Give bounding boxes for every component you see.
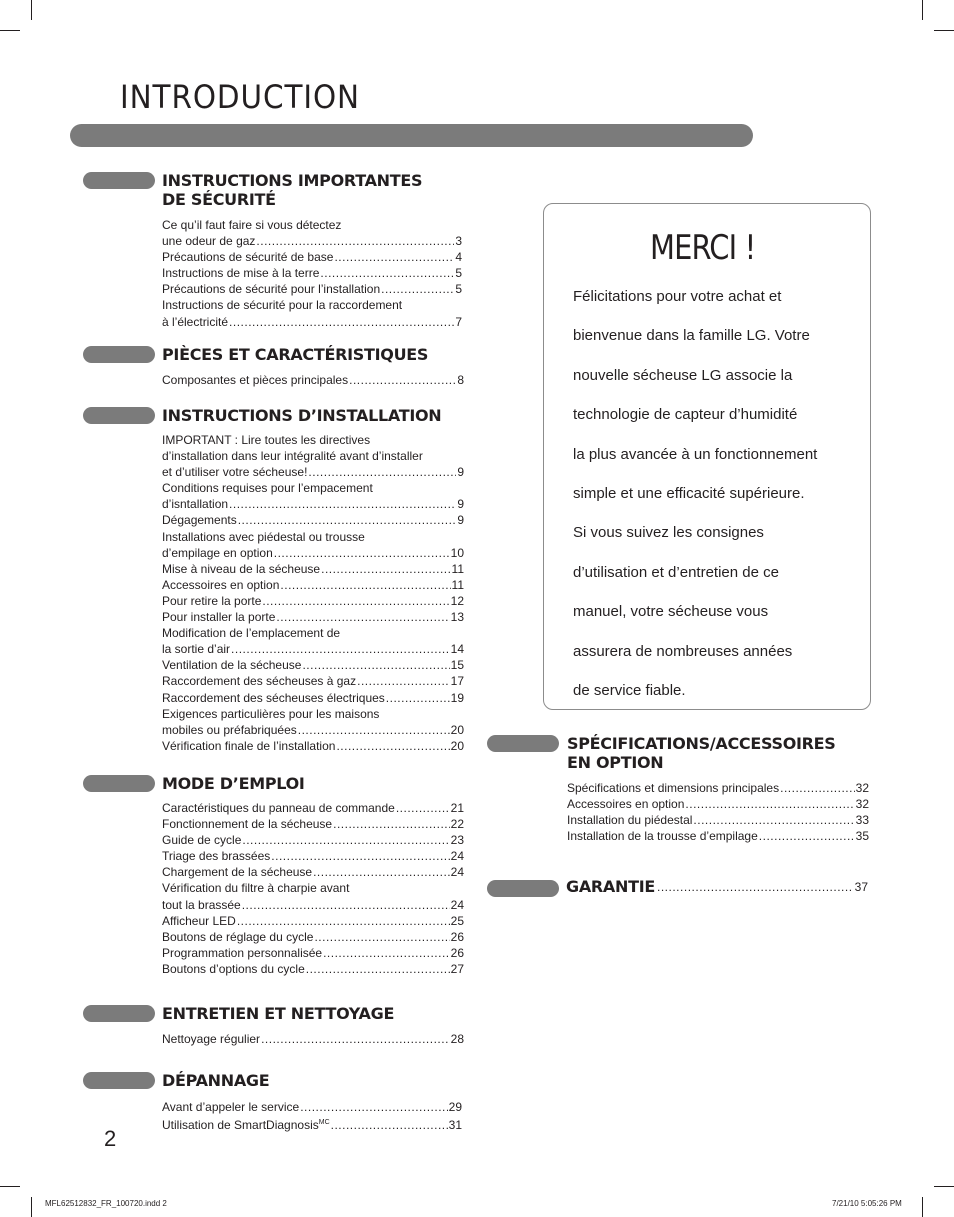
toc-entry[interactable]: Avant d’appeler le service ..... 29 — [162, 1099, 462, 1115]
toc-entry-garantie[interactable]: GARANTIE ..... 37 — [566, 877, 868, 896]
crop-mark — [0, 1186, 20, 1187]
section-pill — [487, 735, 559, 752]
page-title: INTRODUCTION — [120, 78, 360, 116]
section-heading-pieces: PIÈCES ET CARACTÉRISTIQUES — [162, 345, 429, 364]
section-pill — [83, 407, 155, 424]
toc-entry[interactable]: Fonctionnement de la sécheuse ..... 22 — [162, 816, 464, 832]
section-heading-depannage: DÉPANNAGE — [162, 1071, 270, 1090]
toc-entry[interactable]: Vérification finale de l’installation ..... 20 — [162, 738, 464, 754]
crop-mark — [934, 1186, 954, 1187]
toc-entry-prefix: Installations avec piédestal ou trousse — [162, 529, 365, 544]
toc-entry[interactable]: d’isntallation ..... 9 — [162, 496, 464, 512]
crop-mark — [922, 1197, 923, 1217]
toc-list-securite — [162, 217, 462, 330]
toc-entry[interactable]: Accessoires en option ..... 32 — [567, 796, 869, 812]
toc-entry[interactable]: Installation de la trousse d’empilage ..... 35 — [567, 828, 869, 844]
section-heading-installation: INSTRUCTIONS D’INSTALLATION — [162, 406, 442, 425]
toc-entry[interactable]: Boutons de réglage du cycle ..... 26 — [162, 929, 464, 945]
toc-list-specifications — [567, 780, 869, 844]
toc-entry[interactable]: et d’utiliser votre sécheuse! ..... 9 — [162, 464, 464, 480]
footer-timestamp: 7/21/10 5:05:26 PM — [832, 1199, 902, 1208]
toc-list-installation — [162, 432, 464, 754]
crop-mark — [934, 30, 954, 31]
toc-entry[interactable]: la sortie d’air ..... 14 — [162, 641, 464, 657]
section-pill — [83, 172, 155, 189]
toc-entry[interactable]: mobiles ou préfabriquées ..... 20 — [162, 722, 464, 738]
toc-entry[interactable]: Raccordement des sécheuses à gaz ..... 17 — [162, 673, 464, 689]
toc-entry[interactable]: Mise à niveau de la sécheuse ..... 11 — [162, 561, 464, 577]
merci-title: MERCI ! — [650, 228, 756, 268]
toc-list-pieces — [162, 372, 464, 388]
title-bar — [70, 124, 753, 147]
page-number: 2 — [104, 1126, 117, 1151]
section-pill — [487, 880, 559, 897]
toc-entry[interactable]: Installation du piédestal ..... 33 — [567, 812, 869, 828]
toc-list-mode — [162, 800, 464, 977]
section-heading-garantie: GARANTIE — [566, 877, 656, 896]
toc-entry[interactable]: Afficheur LED ..... 25 — [162, 913, 464, 929]
toc-entry[interactable]: Pour retire la porte ..... 12 — [162, 593, 464, 609]
toc-entry[interactable]: Guide de cycle ..... 23 — [162, 832, 464, 848]
toc-entry[interactable]: Boutons d’options du cycle ..... 27 — [162, 961, 464, 977]
crop-mark — [31, 1197, 32, 1217]
toc-entry-prefix: IMPORTANT : Lire toutes les directives — [162, 433, 371, 447]
section-heading-entretien: ENTRETIEN ET NETTOYAGE — [162, 1004, 395, 1023]
toc-entry[interactable]: Pour installer la porte ..... 13 — [162, 609, 464, 625]
section-heading-securite: INSTRUCTIONS IMPORTANTES DE SÉCURITÉ — [162, 171, 423, 209]
toc-list-entretien — [162, 1031, 464, 1047]
section-heading-mode: MODE D’EMPLOI — [162, 774, 305, 793]
toc-entry-prefix: Exigences particulières pour les maisons — [162, 706, 380, 721]
toc-entry[interactable]: Précautions de sécurité de base ..... 4 — [162, 249, 462, 265]
crop-mark — [922, 0, 923, 20]
toc-entry[interactable]: Raccordement des sécheuses électriques ..... 19 — [162, 690, 464, 706]
section-heading-specifications: SPÉCIFICATIONS/ACCESSOIRES EN OPTION — [567, 734, 836, 772]
toc-entry[interactable]: Caractéristiques du panneau de commande ..... 21 — [162, 800, 464, 816]
toc-entry-prefix: Vérification du filtre à charpie avant — [162, 881, 350, 896]
toc-entry[interactable]: Chargement de la sécheuse ..... 24 — [162, 864, 464, 880]
toc-entry[interactable]: Utilisation de SmartDiagnosis$^{MC}$ ..... 31 — [162, 1115, 462, 1133]
section-pill — [83, 775, 155, 792]
toc-entry[interactable]: d’empilage en option ..... 10 — [162, 545, 464, 561]
footer-file-info: MFL62512832_FR_100720.indd 2 — [45, 1199, 167, 1208]
toc-entry[interactable]: à l’électricité ..... 7 — [162, 314, 462, 330]
toc-entry[interactable]: Spécifications et dimensions principales ..... 32 — [567, 780, 869, 796]
superscript-mark: MC — [318, 1119, 330, 1127]
toc-entry[interactable]: Ventilation de la sécheuse ..... 15 — [162, 657, 464, 673]
toc-entry[interactable]: Précautions de sécurité pour l’installation ..... 5 — [162, 281, 462, 297]
toc-entry[interactable]: Triage des brassées ..... 24 — [162, 848, 464, 864]
crop-mark — [31, 0, 32, 20]
toc-list-depannage — [162, 1099, 462, 1133]
toc-entry[interactable]: une odeur de gaz ..... 3 — [162, 233, 462, 249]
crop-mark — [0, 30, 20, 31]
toc-entry[interactable]: tout la brassée ..... 24 — [162, 897, 464, 913]
section-pill — [83, 346, 155, 363]
toc-entry-prefix: Instructions de sécurité pour la raccordement — [162, 298, 403, 313]
toc-entry[interactable]: Composantes et pièces principales ..... 8 — [162, 372, 464, 388]
toc-entry-prefix: Modification de l’emplacement de — [162, 626, 341, 641]
toc-entry[interactable]: Dégagements ..... 9 — [162, 512, 464, 528]
toc-entry[interactable]: Accessoires en option ..... 11 — [162, 577, 464, 593]
toc-entry-prefix: Conditions requises pour l’empacement — [162, 481, 373, 496]
section-pill — [83, 1072, 155, 1089]
section-pill — [83, 1005, 155, 1022]
toc-entry-prefix: Ce qu’il faut faire si vous détectez — [162, 218, 342, 232]
toc-entry[interactable]: Nettoyage régulier ..... 28 — [162, 1031, 464, 1047]
toc-entry[interactable]: Programmation personnalisée ..... 26 — [162, 945, 464, 961]
toc-entry[interactable]: Instructions de mise à la terre ..... 5 — [162, 265, 462, 281]
toc-entry-prefix: d’installation dans leur intégralité avant d’installer — [162, 449, 423, 464]
merci-text: Félicitations pour votre achat et bienvenue dans la famille LG. Votre nouvelle sécheuse LG associe la technologie de capteur d’humidité la plus avancée à un fonctionnement simple et une efficacité supérieure. Si vous suivez les consignes d’utilisation et d’entretien de ce manuel, votre sécheuse vous assurera de nombreuses années de service fiable. — [573, 288, 818, 700]
